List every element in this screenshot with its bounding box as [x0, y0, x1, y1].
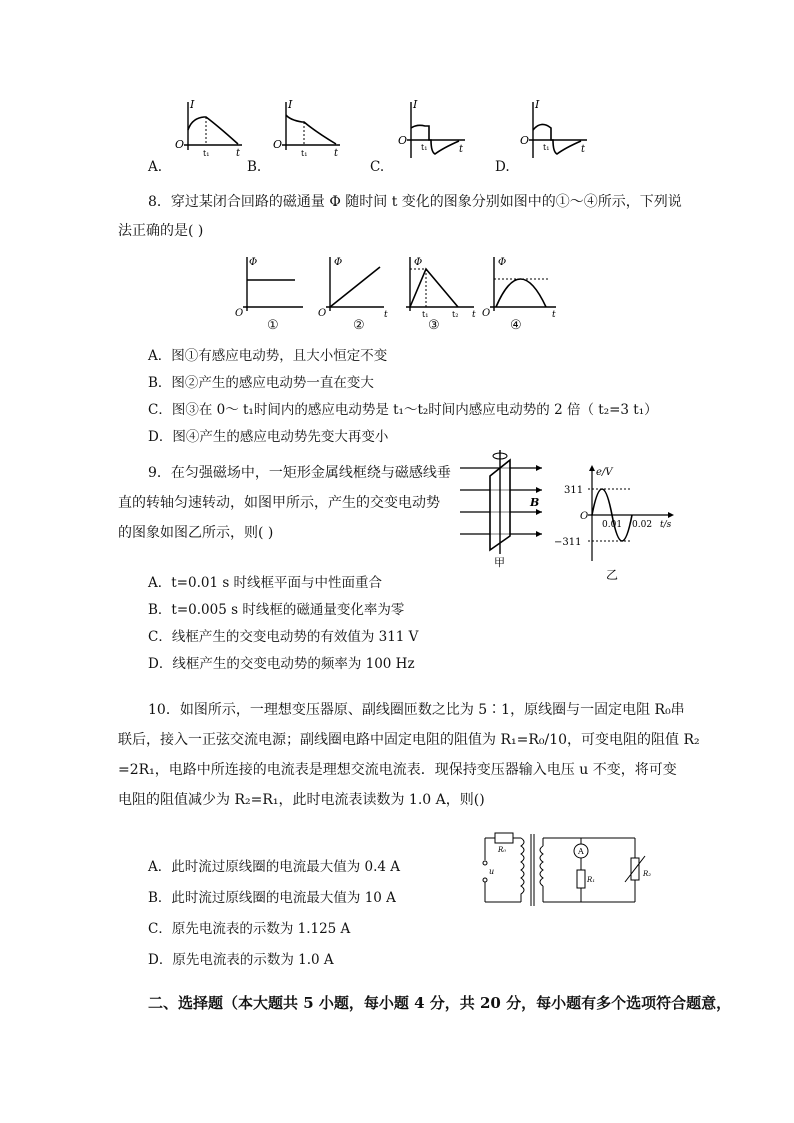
graph-y-label: I [190, 98, 195, 111]
q9-stem: 9．在匀强磁场中，一矩形金属线框绕与磁感线垂 直的转轴匀速转动，如图甲所示，产生的交变电动势 的图象如图乙所示，则( ) [118, 465, 451, 541]
svg-text:Φ: Φ [414, 257, 423, 268]
q8-graph-4 [482, 255, 564, 320]
svg-text:e/V: e/V [596, 467, 613, 478]
svg-text:t₁: t₁ [301, 149, 308, 158]
q8-option-c: C．图③在 0～ t₁时间内的感应电动势是 t₁～t₂时间内感应电动势的 2 倍（ t₂=3 t₁） [148, 402, 658, 418]
svg-text:0.01: 0.01 [602, 520, 623, 530]
svg-text:311: 311 [564, 485, 584, 496]
q9-option-d: D．线框产生的交变电动势的频率为 100 Hz [148, 656, 415, 672]
svg-text:O: O [273, 138, 283, 151]
section2-heading: 二、选择题（本大题共 5 小题，每小题 4 分，共 20 分，每小题有多个选项符合题意， [148, 994, 732, 1012]
svg-text:t/s: t/s [660, 520, 672, 530]
svg-text:乙: 乙 [606, 568, 619, 582]
svg-text:t: t [552, 310, 556, 320]
svg-text:t₁: t₁ [543, 143, 550, 152]
svg-text:t: t [472, 310, 476, 320]
q7-graph-a [170, 100, 250, 160]
svg-text:Φ: Φ [249, 257, 258, 268]
q8-caption-4: ④ [510, 318, 522, 333]
svg-text:Φ: Φ [334, 257, 343, 268]
svg-text:R₂: R₂ [643, 870, 652, 878]
svg-text:A: A [578, 847, 584, 856]
svg-text:O: O [580, 511, 589, 522]
svg-text:O: O [318, 308, 327, 319]
q8-stem-line2: 法正确的是( ) [118, 223, 204, 239]
svg-text:t: t [334, 148, 339, 159]
q7-option-b: B. [247, 159, 262, 175]
q8-graph-3 [402, 255, 482, 319]
svg-text:B: B [530, 496, 540, 509]
q7-option-a: A. [148, 159, 163, 175]
q8-caption-3: ③ [428, 318, 440, 333]
q10-option-d: D．原先电流表的示数为 1.0 A [148, 952, 334, 968]
svg-text:O: O [175, 138, 185, 151]
q7-graph-b [268, 100, 348, 160]
svg-text:u: u [489, 867, 495, 876]
svg-text:t₂: t₂ [452, 310, 459, 319]
q9-figure-jia [460, 450, 560, 569]
q8-caption-1: ① [267, 318, 279, 333]
svg-text:O: O [482, 308, 491, 319]
q9-option-a: A．t=0.01 s 时线框平面与中性面重合 [148, 575, 383, 591]
q7-graph-c [393, 100, 473, 160]
q7-graph-d [515, 100, 595, 160]
q8-option-b: B．图②产生的感应电动势一直在变大 [148, 375, 374, 391]
svg-text:t: t [236, 148, 241, 159]
svg-text:−311: −311 [554, 537, 582, 548]
svg-text:0.02: 0.02 [632, 520, 653, 530]
q10-option-b: B．此时流过原线圈的电流最大值为 10 A [148, 890, 396, 906]
q9-option-b: B．t=0.005 s 时线框的磁通量变化率为零 [148, 602, 405, 618]
svg-text:t: t [459, 144, 464, 155]
svg-text:t: t [384, 310, 388, 320]
svg-text:t₁: t₁ [203, 149, 210, 158]
svg-text:O: O [398, 134, 408, 147]
svg-text:t₁: t₁ [421, 143, 428, 152]
q9-figure-yi [550, 465, 680, 585]
q8-stem: 8．穿过某闭合回路的磁通量 Φ 随时间 t 变化的图象分别如图中的①～④所示，下列说 [148, 194, 682, 210]
q8-caption-2: ② [353, 318, 365, 333]
svg-text:R₁: R₁ [587, 876, 596, 884]
q7-option-c: C. [370, 159, 385, 175]
svg-text:I: I [288, 98, 293, 111]
svg-text:甲: 甲 [494, 556, 505, 569]
svg-text:I: I [535, 98, 540, 111]
svg-text:I: I [413, 98, 418, 111]
q9-option-c: C．线框产生的交变电动势的有效值为 311 V [148, 629, 419, 645]
svg-text:O: O [235, 308, 244, 319]
q8-option-a: A．图①有感应电动势，且大小恒定不变 [148, 348, 388, 364]
svg-text:O: O [520, 134, 530, 147]
svg-text:Φ: Φ [498, 257, 507, 268]
q10-stem: 10．如图所示，一理想变压器原、副线圈匝数之比为 5∶1，原线圈与一固定电阻 R₀串 联后，接入一正弦交流电源；副线圈电路中固定电阻的阻值为 R₁=R₀/10，可变电阻的阻值 R₂ =2R₁，电路中所连接的电流表是理想交流电流表．现保持变压器输入电压 u 不变，将可变 电阻的阻值减少为 R₂=R₁，此时电流表读数为 1.0 A，则() [118, 702, 700, 808]
q8-option-d: D．图④产生的感应电动势先变大再变小 [148, 429, 389, 445]
svg-text:R₀: R₀ [498, 846, 507, 854]
q8-graph-2 [318, 255, 390, 320]
q10-option-c: C．原先电流表的示数为 1.125 A [148, 921, 351, 937]
svg-text:t₁: t₁ [422, 310, 429, 319]
q10-option-a: A．此时流过原线圈的电流最大值为 0.4 A [148, 859, 401, 875]
q7-option-d: D. [495, 159, 510, 175]
q10-circuit-diagram [475, 830, 655, 910]
q8-graph-1 [237, 255, 307, 317]
svg-text:t: t [581, 144, 586, 155]
